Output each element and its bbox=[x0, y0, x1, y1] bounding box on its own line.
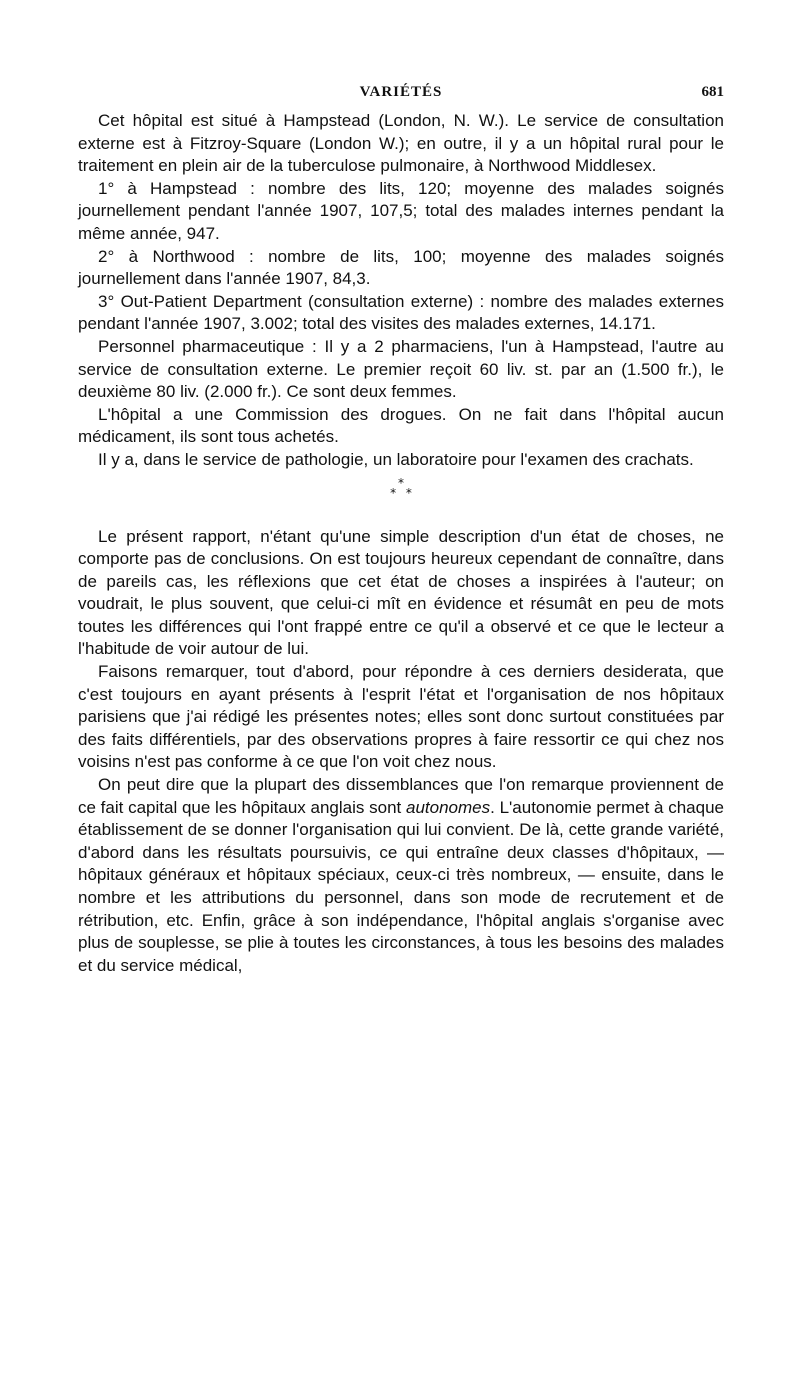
paragraph-desiderata: Faisons remarquer, tout d'abord, pour répondre à ces derniers desiderata, que c'est toujours en ayant présents à l'esprit l'état et l'organisation de nos hôpitaux parisiens que j'ai rédigé les présentes notes; elles sont donc surtout constituées par des faits différentiels, par des observations propres à faire ressortir ce qui chez nos voisins n'est pas conforme à ce que l'on voit chez nous. bbox=[78, 662, 724, 772]
paragraph-pathology-lab: Il y a, dans le service de pathologie, un laboratoire pour l'examen des crachats. bbox=[98, 449, 694, 469]
paragraph-hospital-location: Cet hôpital est situé à Hampstead (London, N. W.). Le service de consultation externe est à Fitzroy-Square (London W.); en outre, il y a un hôpital rural pour le traitement en plein air de la tuberculose pulmonaire, à Northwood Middlesex. bbox=[78, 111, 724, 176]
paragraph-pharmacy-staff: Personnel pharmaceutique : Il y a 2 pharmaciens, l'un à Hampstead, l'autre au service de consultation externe. Le premier reçoit 60 liv. st. par an (1.500 fr.), le deuxième 80 liv. (2.000 fr.). Ce sont deux femmes. bbox=[78, 336, 724, 402]
paragraph-autonomy bbox=[78, 774, 724, 977]
body-text bbox=[78, 110, 724, 977]
asterism-bottom: * * bbox=[390, 485, 412, 500]
running-title: VARIÉTÉS bbox=[359, 84, 443, 100]
running-header bbox=[78, 84, 724, 110]
asterism-top: * bbox=[398, 475, 404, 490]
autonomy-text-start: On peut dire que la plupart des dissemblances que l'on remarque proviennent de ce fait capital que les hôpitaux anglais sont bbox=[78, 775, 724, 817]
asterism-separator bbox=[78, 475, 724, 500]
paragraph-hampstead-stats: 1° à Hampstead : nombre des lits, 120; moyenne des malades soignés journellement pendant l'année 1907, 107,5; total des malades internes pendant la même année, 947. bbox=[78, 178, 724, 243]
paragraph-drug-commission: L'hôpital a une Commission des drogues. On ne fait dans l'hôpital aucun médicament, ils sont tous achetés. bbox=[78, 404, 724, 447]
paragraph-northwood-stats: 2° à Northwood : nombre de lits, 100; moyenne des malades soignés journellement dans l'année 1907, 84,3. bbox=[78, 246, 724, 289]
page-number: 681 bbox=[701, 84, 724, 100]
page bbox=[78, 84, 724, 977]
paragraph-conclusions-intro: Le présent rapport, n'étant qu'une simple description d'un état de choses, ne comporte pas de conclusions. On est toujours heureux cependant de connaître, dans de pareils cas, les réflexions que cet état de choses a inspirées à l'auteur; on voudrait, le plus souvent, que celui-ci mît en évidence et résumât en peu de mots toutes les différences qui l'ont frappé entre ce qu'il a observé et ce que le lecteur a l'habitude de voir autour de lui. bbox=[78, 526, 724, 659]
autonomy-italic-term: autonomes bbox=[406, 797, 491, 817]
paragraph-outpatient-stats: 3° Out-Patient Department (consultation externe) : nombre des malades externes pendant l'année 1907, 3.002; total des visites des malades externes, 14.171. bbox=[78, 291, 724, 334]
autonomy-text-end: . L'autonomie permet à chaque établissement de se donner l'organisation qui lui convient. De là, cette grande variété, d'abord dans les résultats poursuivis, ce qui entraîne deux classes d'hôpitaux, — hôpitaux généraux et hôpitaux spéciaux, ceux-ci très nombreux, — ensuite, dans le nombre et les attributions du personnel, dans son mode de recrutement et de rétribution, etc. Enfin, grâce à son indépendance, l'hôpital anglais s'organise avec plus de souplesse, se plie à toutes les circonstances, à tous les besoins des malades et du service médical, bbox=[78, 797, 724, 975]
